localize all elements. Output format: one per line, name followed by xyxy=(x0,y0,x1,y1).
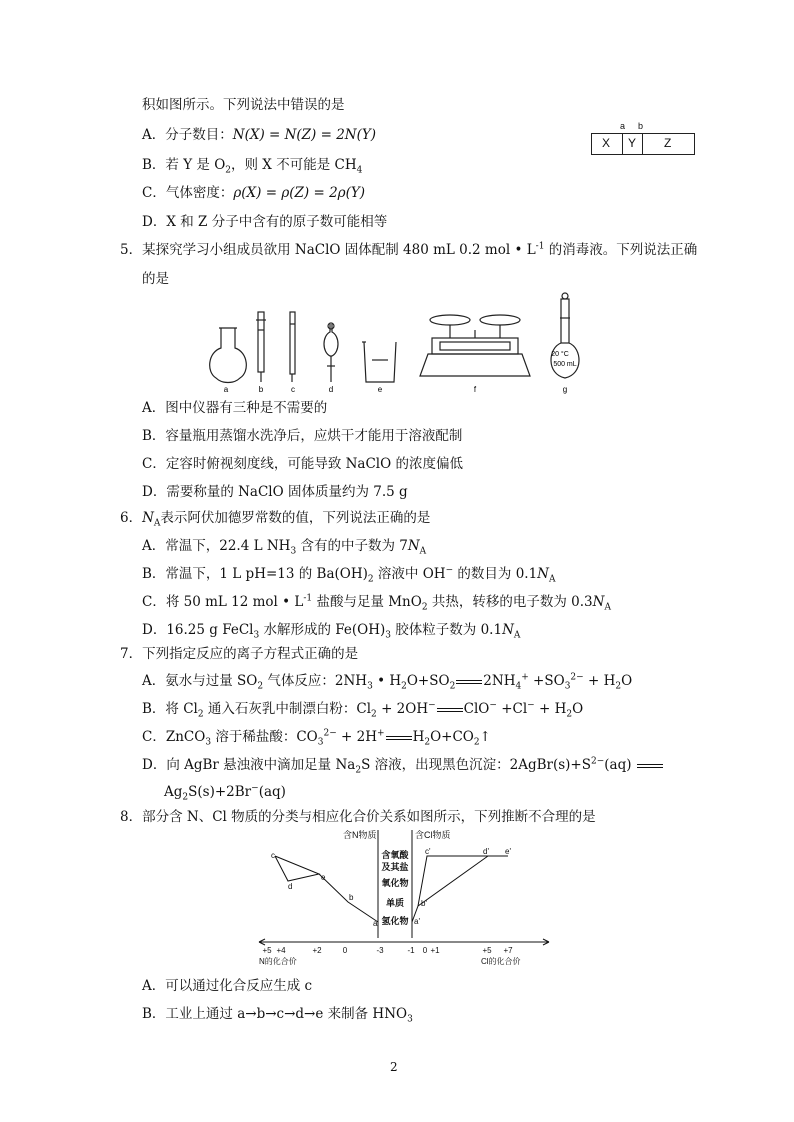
n-tick-plus2: +2 xyxy=(312,946,322,955)
cat-oxyacid: 含氧酸 xyxy=(381,850,409,860)
apparatus-label-a: a xyxy=(223,385,229,394)
q6-option-d: D．16.25 g FeCl$_3$ 水解形成的 $Fe(OH)_3$ 胶体粒子数为 $0.1N_A$ xyxy=(142,622,521,641)
q6-stem: 6．$N_A$表示阿伏加德罗常数的值，下列说法正确的是 xyxy=(120,510,431,529)
pt-a: a xyxy=(373,919,378,928)
pt-d-prime: d' xyxy=(483,847,489,856)
q4-fig-y: Y xyxy=(628,136,637,150)
pt-c-prime: c' xyxy=(425,847,431,856)
apparatus-label-f: f xyxy=(473,385,477,394)
q4-fig-label-b: b xyxy=(638,121,644,131)
q7-option-d-line2: $Ag_2S(s)+2Br^-(aq)$ xyxy=(164,783,286,803)
q8-valence-diagram xyxy=(255,826,555,970)
cl-tick-zero: 0 xyxy=(422,946,428,955)
cl-material-label: 含Cl物质 xyxy=(415,830,451,840)
q4-option-a: A．分子数目：N(X) = N(Z) = 2N(Y) xyxy=(142,127,377,143)
q7-option-a: A．氨水与过量 $SO_2$ 气体反应：$2NH_3$ • $H_2O+SO_2$ $2NH_4^+ +SO_3^{2-} + H_2O$ xyxy=(142,672,633,692)
page-number: 2 xyxy=(390,1060,398,1074)
n-tick-zero: 0 xyxy=(342,946,348,955)
q4-fig-label-a: a xyxy=(620,121,626,131)
cl-tick-plus7: +7 xyxy=(503,946,513,955)
separatory-funnel-icon xyxy=(324,323,338,382)
q5-stem-line2: 的是 xyxy=(142,271,169,287)
apparatus-label-e: e xyxy=(377,385,383,394)
flask-label-vol: 500 mL xyxy=(553,361,577,368)
n-tick-plus4: +4 xyxy=(276,946,286,955)
q7-stem: 7．下列指定反应的离子方程式正确的是 xyxy=(120,646,359,662)
n-tick-plus5: +5 xyxy=(262,946,272,955)
q4-option-b: B．若 Y 是 $O_2$，则 X 不可能是 $CH_4$ xyxy=(142,157,363,176)
q7-option-d: D．向 AgBr 悬浊液中滴加足量 $Na_2S$ 溶液，出现黑色沉淀：$2AgBr(s)+S^{2-}(aq)$ xyxy=(142,756,664,774)
q4-gas-container-figure xyxy=(591,133,695,155)
q4-fig-x: X xyxy=(602,136,611,150)
q5-stem: 5．某探究学习小组成员欲用 NaClO 固体配制 480 mL 0.2 mol • $L^{-1}$ 的消毒液。下列说法正确 xyxy=(120,241,698,258)
cl-tick-minus1: -1 xyxy=(407,946,415,955)
apparatus-label-g: g xyxy=(562,385,568,394)
q4-option-d: D．X 和 Z 分子中含有的原子数可能相等 xyxy=(142,214,388,230)
n-tick-minus3: -3 xyxy=(376,946,384,955)
cat-element: 单质 xyxy=(385,898,405,908)
q4-stem-cont: 积如图所示。下列说法中错误的是 xyxy=(142,97,345,113)
q6-option-b: B．常温下，1 L pH=13 的 $Ba(OH)_2$ 溶液中 OH− 的数目为 $0.1N_A$ xyxy=(142,565,556,585)
pt-d: d xyxy=(288,882,293,891)
q5-option-d: D．需要称量的 NaClO 固体质量约为 7.5 g xyxy=(142,484,408,500)
cl-tick-plus5: +5 xyxy=(482,946,492,955)
beaker-icon xyxy=(362,342,396,382)
q6-option-a: A．常温下，22.4 L $NH_3$ 含有的中子数为 $7N_A$ xyxy=(142,538,427,557)
q8-stem: 8．部分含 N、Cl 物质的分类与相应化合价关系如图所示，下列推断不合理的是 xyxy=(120,809,596,825)
apparatus-label-b: b xyxy=(258,385,264,394)
graduated-pipette-icon xyxy=(290,312,295,382)
q5-option-c: C．定容时俯视刻度线，可能导致 NaClO 的浓度偏低 xyxy=(142,456,463,472)
n-material-label: 含N物质 xyxy=(343,830,377,840)
cl-axis-label: Cl的化合价 xyxy=(481,957,521,966)
balance-scale-icon xyxy=(420,315,530,376)
cat-salts: 及其盐 xyxy=(381,862,409,872)
q6-option-c: C．将 50 mL 12 mol • $L^{-1}$ 盐酸与足量 MnO$_2$ 共热，转移的电子数为 $0.3N_A$ xyxy=(142,593,611,613)
flask-label-temp: 20 °C xyxy=(551,351,569,358)
cl-tick-plus1: +1 xyxy=(430,946,440,955)
pt-b-prime: b' xyxy=(421,899,427,908)
burette-icon xyxy=(256,312,266,382)
q4-fig-z: Z xyxy=(664,136,672,150)
q4-option-c: C．气体密度：ρ(X) = ρ(Z) = 2ρ(Y) xyxy=(142,185,366,201)
q7-option-b: B．将 $Cl_2$ 通入石灰乳中制漂白粉：$Cl_2 + 2OH^-$ $ClO^- +Cl^- + H_2O$ xyxy=(142,700,584,720)
apparatus-label-c: c xyxy=(291,385,295,394)
q5-apparatus-figure xyxy=(200,290,600,394)
q8-option-a: A．可以通过化合反应生成 c xyxy=(142,978,313,994)
cat-oxide: 氧化物 xyxy=(381,878,409,888)
apparatus-label-d: d xyxy=(328,385,334,394)
q8-option-b: B．工业上通过 a→b→c→d→e 来制备 $HNO_3$ xyxy=(142,1006,413,1025)
n-axis-label: N的化合价 xyxy=(259,957,297,966)
pt-a-prime: a' xyxy=(414,917,420,926)
pt-c: c xyxy=(271,851,275,860)
pt-e-prime: e' xyxy=(505,847,511,856)
q5-option-b: B．容量瓶用蒸馏水洗净后，应烘干才能用于溶液配制 xyxy=(142,428,463,444)
q7-option-c: C．ZnCO$_3$ 溶于稀盐酸：$CO_3^{2-} + 2H^+$ $H_2O+CO_2↑$ xyxy=(142,728,491,748)
pt-b: b xyxy=(349,893,354,902)
round-bottom-flask-icon xyxy=(210,328,247,383)
q5-option-a: A．图中仪器有三种是不需要的 xyxy=(142,400,328,416)
pt-e: e xyxy=(321,873,326,882)
cat-hydride: 氢化物 xyxy=(381,916,409,926)
